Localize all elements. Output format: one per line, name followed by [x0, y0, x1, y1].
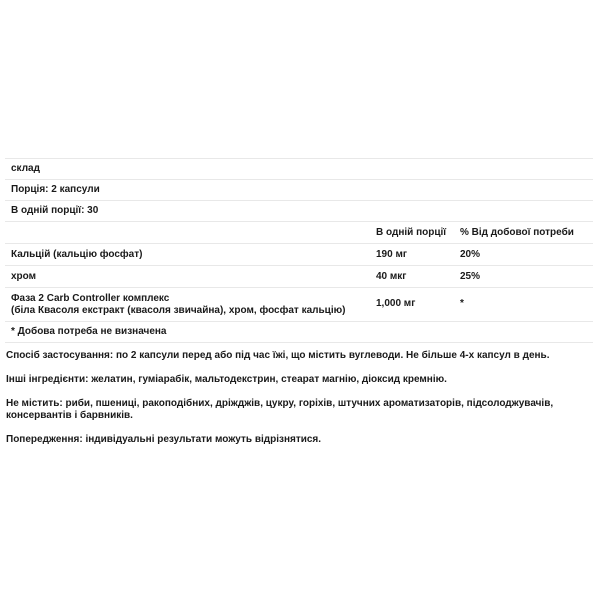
- ingredient-dv: 25%: [460, 271, 481, 282]
- free-of-text: Не містить: риби, пшениці, ракоподібних, дріжджів, цукру, горіхів, штучних ароматизаторів, підсолоджувачів, консервантів і барвників.: [6, 398, 554, 421]
- table-header-row: [5, 222, 593, 244]
- header-amount: В одній порції: [376, 227, 447, 238]
- ingredient-dv: 20%: [460, 249, 481, 260]
- ingredient-amount: 40 мкг: [376, 271, 407, 282]
- ingredient-name-line2: (біла Квасоля екстракт (квасоля звичайна), хром, фосфат кальцію): [11, 305, 346, 316]
- usage-text: Спосіб застосування: по 2 капсули перед або під час їжі, що містить вуглеводи. Не більше 4-х капсул в день.: [6, 350, 550, 361]
- ingredient-dv: *: [460, 298, 464, 309]
- product-info: [6, 350, 596, 458]
- footnote: * Добова потреба не визначена: [5, 322, 593, 343]
- ingredient-name: [5, 293, 376, 321]
- servings-per-container: В одній порції: 30: [5, 201, 593, 222]
- table-row: [5, 244, 593, 266]
- ingredient-amount: 1,000 мг: [376, 298, 416, 309]
- other-ingredients-text: Інші інгредієнти: желатин, гуміарабік, мальтодекстрин, стеарат магнію, діоксид кремнію.: [6, 374, 447, 385]
- table-row: [5, 266, 593, 288]
- warning-text: Попередження: індивідуальні результати можуть відрізнятися.: [6, 434, 322, 445]
- table-row: [5, 288, 593, 322]
- ingredient-name: хром: [11, 271, 37, 282]
- header-daily-value: % Від добової потреби: [460, 227, 574, 238]
- ingredient-amount: 190 мг: [376, 249, 408, 260]
- table-title: склад: [5, 159, 593, 180]
- serving-size: Порція: 2 капсули: [5, 180, 593, 201]
- header-col1: [5, 222, 376, 243]
- ingredient-name: Кальцій (кальцію фосфат): [11, 249, 143, 260]
- supplement-facts-table: [5, 158, 593, 343]
- ingredient-name-line1: Фаза 2 Carb Controller комплекс: [11, 293, 170, 304]
